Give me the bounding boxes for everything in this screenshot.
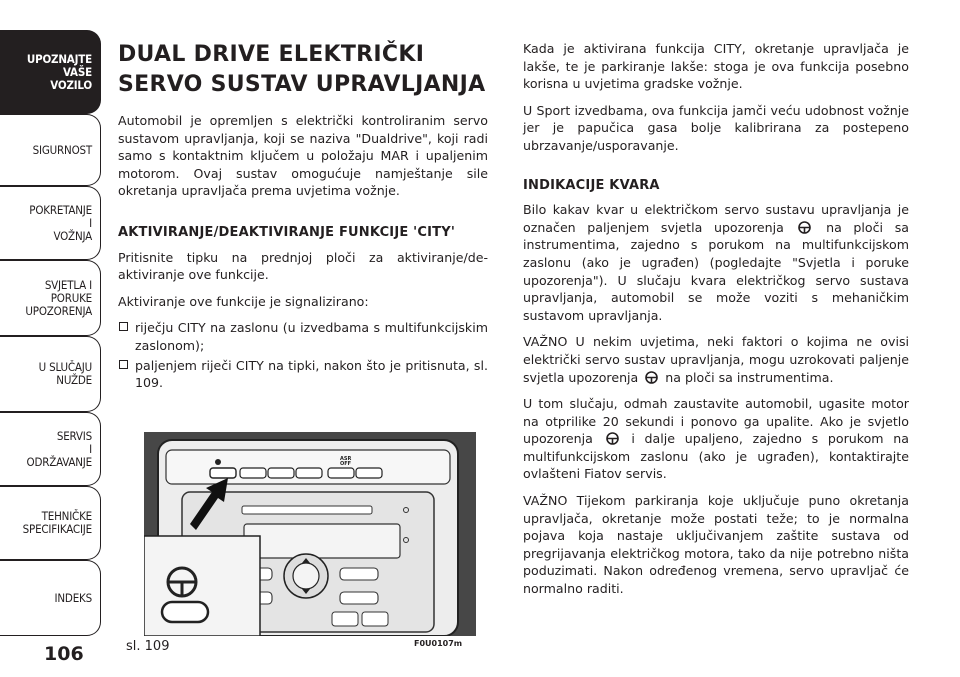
tab-label: UPOZORENJA — [25, 303, 92, 318]
intro-paragraph: Automobil je opremljen s električki kontroliranim servo sustavom upravljanja, koji se naziva "Dualdrive", koji radi samo s kontaktnim ključem u položaju MAR i upaljenim motorom. Ovaj sustav omogućuje namještanje sile okretanja upravljača prema uvjetima vožnje. — [118, 113, 488, 199]
fault-paragraph-1 — [523, 201, 909, 324]
figure-code: F0U0107m — [414, 639, 463, 648]
tab-indeks[interactable] — [0, 560, 101, 636]
signal-list — [118, 319, 488, 391]
fault-paragraph-4: VAŽNO Tijekom parkiranja koje uključuje puno okretanja upravljača, okretanje može postati teže; to je normalna pojava koja nastaje uključivanjem zaštite sustava od pregrijavanja električkog motora, tako da nije potrebno ništa poduzimati. Nakon određenog vremena, servo upravljač će normalno raditi. — [523, 493, 909, 597]
page-number: 106 — [44, 643, 84, 665]
city-paragraph-1: Pritisnite tipku na prednjoj ploči za aktiviranje/de-aktiviranje ove funkcije. — [118, 249, 488, 283]
tab-label: NUŽDE — [56, 373, 92, 387]
fault-paragraph-3 — [523, 395, 909, 483]
right-column — [523, 40, 909, 607]
tab-label: PORUKE — [50, 290, 92, 305]
tab-svjetla[interactable] — [0, 260, 101, 336]
tab-label: I — [89, 215, 92, 230]
tab-label: SERVIS — [56, 428, 92, 443]
tab-label: SIGURNOST — [32, 142, 92, 157]
tab-label: POKRETANJE — [29, 202, 92, 217]
steering-warning-icon — [645, 371, 658, 384]
tab-label: INDEKS — [54, 590, 92, 605]
tab-label: VOZILO — [50, 77, 92, 92]
tab-label: I — [89, 441, 92, 456]
tab-tehnicke[interactable] — [0, 486, 101, 560]
asr-label: ASR — [340, 456, 352, 462]
tab-label: UPOZNAJTE — [26, 51, 92, 66]
steering-warning-icon — [798, 221, 811, 234]
text-segment: na ploči sa instrumentima. — [665, 369, 834, 385]
tab-label: ODRŽAVANJE — [26, 454, 92, 469]
tab-sigurnost[interactable] — [0, 114, 101, 186]
text-segment: na ploči sa instrumentima, zajedno s porukom na multifunkcijskom zaslonu (ako je ugrađen) (pogledajte "Svjetla i poruke upozorenja"). U slučaju kvara električkog servo sustava upravljanja, automobil se može voziti s mehaničkim sustavom upravljanja. — [523, 219, 909, 323]
text-segment: VAŽNO U nekim uvjetima, neki faktori o kojima ne ovisi električki servo sustav upravljanja, mogu uzrokovati paljenje svjetla upozorenja — [523, 334, 909, 385]
tab-label: U SLUČAJU — [38, 360, 92, 374]
list-item: riječju CITY na zaslonu (u izvedbama s multifunkcijskim zaslonom); — [118, 319, 488, 354]
left-column — [118, 40, 488, 401]
dashboard-illustration — [144, 432, 476, 636]
tab-u-slucaju[interactable] — [0, 336, 101, 412]
tab-label: VOŽNJA — [53, 228, 92, 243]
text-segment: Bilo kakav kvar u električkom servo sustavu upravljanja je označen paljenjem svjetla upozorenja — [523, 202, 909, 235]
dashboard-figure — [144, 432, 476, 636]
tab-servis[interactable] — [0, 412, 101, 486]
tab-label: SVJETLA I — [44, 277, 92, 292]
fault-paragraph-2 — [523, 333, 909, 386]
city-button-shape — [210, 468, 236, 478]
section-heading-fault: INDIKACIJE KVARA — [523, 177, 660, 193]
steering-warning-icon — [606, 432, 619, 445]
tab-label: TEHNIČKE — [41, 509, 92, 523]
list-item: paljenjem riječi CITY na tipki, nakon što je pritisnuta, sl. 109. — [118, 357, 488, 392]
tab-label: SPECIFIKACIJE — [22, 522, 92, 536]
sport-description: U Sport izvedbama, ova funkcija jamči veću udobnost vožnje jer je papučica gasa bolje kalibrirana za postepeno ubrzavanje/usporavanje. — [523, 102, 909, 153]
page-title: DUAL DRIVE ELEKTRIČKI SERVO SUSTAV UPRAVLJANJA — [118, 42, 486, 97]
text-segment: U tom slučaju, odmah zaustavite automobil, ugasite motor na otprilike 20 sekundi i ponovo ga upalite. Ako je svjetlo upozorenja — [523, 396, 909, 447]
city-paragraph-2: Aktiviranje ove funkcije je signalizirano: — [118, 293, 369, 309]
text-segment: i dalje upaljeno, zajedno s porukom na multifunkcijskom zaslonu (ako je ugrađen), kontaktirajte ovlašteni Fiatov servis. — [523, 431, 909, 482]
tab-pokretanje[interactable] — [0, 186, 101, 260]
tab-upoznajte[interactable] — [0, 30, 101, 114]
city-description: Kada je aktivirana funkcija CITY, okretanje upravljača je lakše, te je parkiranje lakše: stoga je ova funkcija posebno korisna u uvjetima gradske vožnje. — [523, 41, 909, 92]
off-label: OFF — [340, 461, 352, 467]
figure-caption: sl. 109 — [126, 639, 170, 654]
tab-label: VAŠE — [63, 64, 92, 79]
section-heading-city: AKTIVIRANJE/DEAKTIVIRANJE FUNKCIJE 'CITY' — [118, 224, 456, 240]
